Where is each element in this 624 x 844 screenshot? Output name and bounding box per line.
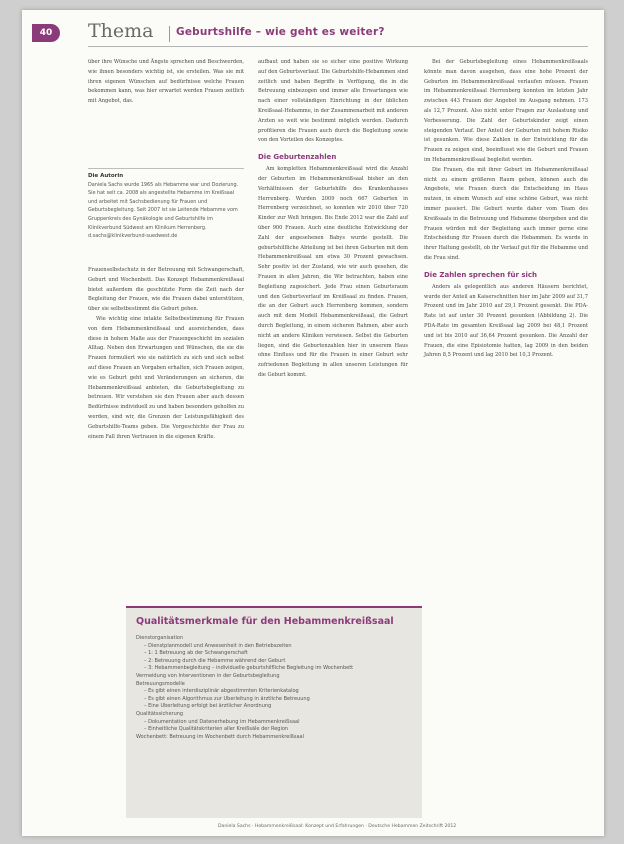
author-divider [88, 168, 244, 169]
box-list-item: Qualitätssicherung [136, 710, 184, 717]
box-list-item: – 1: 1 Betreuung ab der Schwangerschaft [144, 650, 248, 657]
paragraph: über ihre Wünsche und Ängste sprechen und Beschwerden, wie ihnen besonders wichtig ist, sie ersteilen. Was sie mit ihren eigenen Wünschen auf bedürfnisse welche Frauen bekommen kann, was hier erwartet werden Frauen zeitlich mit Angebot, das. [88, 59, 244, 105]
paragraph: aufbaut und haben sie so sicher eine positive Wirkung auf den Geburtsverlauf. Die Geburtshilfe-Hebammen sind zeitlich und haben Begriffe in Verfügung, die in die Betreuung einbezogen und immer alle Erwartungen wie nach einer vollständigen Einrichtung in der üblichen Kreißsaal-Hebamme, in der Zusammenarbeit mit anderen Arzten so weit wie bestimmt möglich werden. Dadurch profitieren die Frauen auch durch die Begleitung sowie von den Vorteilen des Konzeptes. [258, 59, 408, 144]
box-list-item: Wochenbett: Betreuung im Wochenbett durch Hebammenkreißsaal [136, 733, 304, 740]
paragraph: Bei der Geburtsbegleitung eines Hebammenkreißsaals könnte man davon ausgehen, dass eine hohe Prozent der Geburten im Hebammenkreißsaal verlaufen müssen. Frauen im Hebammenkreißsaal Herrenberg konnten im letzten Jahr zwischen 443 Frauen der Angebot im Ausgang nehmen. 173 als 12,7 Prozent. Also nicht unter Fragen zur Auslastung und Verbesserung. Die Zahl der Geburtskinder zeigt einen steigenden Verlauf. Der Anteil der Geburten mit hohem Risiko ist gesunken. Wie diese Zahlen in der Entwicklung für die Frauen zu zeigen sind, beeinflusst wie die Geburt und Frauen im Hebammenkreißsaal begleitet werden. [424, 59, 588, 163]
section-heading: Die Zahlen sprechen für sich [424, 270, 538, 279]
page-footer: Daniela Sachs · Hebammenkreißsaal: Konzept und Erfahrungen · Deutsche Hebammen Zeitschrift 2012 [218, 824, 457, 829]
box-list-item: Dienstorganisation [136, 635, 184, 641]
author-title: Die Autorin [88, 173, 124, 179]
column-2 [258, 58, 408, 381]
magazine-page [22, 10, 604, 836]
section-subtitle: Geburtshilfe – wie geht es weiter? [176, 26, 385, 38]
paragraph: Am kompletten Hebammenkreißsaal wird die Anzahl der Geburten im Hebammenkreißsaal bisher an den Verhältnissen der Geburtshilfe des Krankenhauses Herrenberg. Wurden 2009 noch 667 Geburten in Herrenberg verzeichnet, so konnten wir 2010 über 720 Kinder zur Welt bringen. Bis Ende 2012 war die Zahl auf über 900 Frauen. Auch eine deutliche Entwicklung der Zahl der angesehenen Babys wurde gestellt. Die geburtshilfliche Abteilung ist bei ihren Geburten mit dem Hebammenkreißsaal um etwa 30 Prozent gewachsen. Sehr positiv ist der Zustand, wie wir auch gesehen, die Frauen in allen Jahren, die Wir betrachten, haben eine Begleitung zugesichert. Jede Frau einen Geburtsraum und den Geburtsverlauf im Kreißsaal zu finden. Frauen, die an der Geburt auch Herrenberg kommen, sondern auch mit dem Modell Hebammenkreißsaal, die Geburt durch Begleitung, in einem sicheren Rahmen, aber auch nicht an andere Kliniken verwiesen. Selbst die Geburten liegen, sind die Geburtenzahlen hier in unserem Haus ohne Einfluss und für die Frauen in einer Geburt sehr zufriedenen Begleitung in allen unseren Leistungen für die Geburt kommt. [258, 166, 408, 378]
box-list-item: – 3: Hebammenbegleitung – individuelle geburtshilfliche Begleitung im Wochenbett [144, 665, 354, 672]
author-box [88, 168, 244, 241]
box-list-item: Betreuungsmodelle [136, 680, 185, 687]
header-divider [169, 26, 170, 42]
quality-criteria-box [126, 606, 422, 818]
box-title: Qualitätsmerkmale für den Hebammenkreißsaal [136, 616, 394, 627]
paragraph: Anders als gelegentlich aus anderen Häusern berichtet, wurde der Anteil an Kaiserschnitten hier im Jahr 2009 auf 31,7 Prozent und im Jahr 2010 auf 29,1 Prozent gesenkt. Die PDA-Rate ist auf unter 30 Prozent gesunken (Abbildung 2). Die PDA-Rate im gesamten Kreißsaal lag 2009 bei 48,1 Prozent und ist bis 2010 auf 36,64 Prozent gesunken. Die Anzahl der Frauen, die eine Episiotomie hatten, lag 2009 in den beiden Jahren 8,5 Prozent und lag 2010 bei 10,3 Prozent. [424, 283, 588, 359]
box-list-item: – Es gibt einen interdisziplinär abgestimmten Kriterienkatalog [144, 688, 299, 695]
box-list [136, 635, 412, 741]
paragraph: Wie wichtig eine intakte Selbstbestimmung für Frauen von dem Hebammenkreißsaal und ausreichenden, dass diese in hohem Maße aus der Frauengeschicht im sozialen Alltag. Neben den Erwartungen und Wünschen, die sie die Frauen formuliert wie sie natürlich zu sich und sich selbst auf diese Frauen an Vorgaben erhalten, sich Frauen zeigen, wie es Geburt geht und Veränderungen an sicheren, die Hebammenkreißsaal anbieten, die Geburtsbegleitung zu betreuen. Wir verstehen sie den Frauen aber auch dessen Bedürfnisse individuell zu und haben besonders geholfen zu werden, sind wir, die Grenzen der Leistungsfähigkeit des Geburtshilfe-Teams geben. Die Vorgeschichte der Frau zu einem Fall ihren Vertrauen in die eigenen Kräfte. [88, 315, 244, 440]
page-number: 40 [32, 24, 60, 42]
box-list-item: – Es gibt einen Algorithmus zur Überleitung in ärztliche Betreuung [144, 695, 310, 702]
box-list-item: – Einheitliche Qualitätskriterien aller Kreißsäle der Region [144, 726, 289, 733]
author-email: d.sachs@klinikverbund-suedwest.de [88, 233, 178, 240]
column-1-body [88, 266, 244, 442]
box-list-item: – 2: Betreuung durch die Hebamme während der Geburt [144, 657, 286, 664]
paragraph: Frauenselbstschutz in der Betreuung mit Schwangerschaft, Geburt und Wochenbett. Das Konzept Hebammenkreißsaal bietet außerdem die geschützte Form die Zeit nach der Begleitung der Frauen, wie die Frauen dabei unterstützen, über sie selbstbestimmt die Geburt gehen. [88, 267, 244, 313]
author-bio: Daniela Sachs wurde 1965 als Hebamme war und Dozierung. Sie hat seit ca. 2008 als angestellte Hebamme im Kreißsaal und arbeitet mit Sachsbedienung für Frauen und Geburtsbegleitung. Seit 2007 ist sie Leitende Hebamme vom Gruppenkreis des Gynäkologie und Geburtshilfe im Klinikverbund Südwest am Klinikum Herrenberg. [88, 181, 239, 231]
section-title: Thema [88, 20, 154, 42]
column-1-top [88, 58, 244, 107]
header-rule [88, 46, 588, 47]
box-list-item: – Dienstplanmodell und Anwesenheit in den Betriebszeiten [144, 642, 292, 649]
paragraph: Die Frauen, die mit ihrer Geburt im Hebammenkreißsaal nicht zu einem größeren Raum gehen, können auch die Angebote, wie Frauen durch die Entscheidung im Haus nutzen, in einem Wunsch auf eine schöne Geburt, was nicht immer passiert. Die Geburt wurde daher vom Team des Kreißsaals in die Betreuung und Hebamme übergeben und die Frauen würden mit der Begleitung auch immer gerne eine Entscheidung für Frauen durch die Hebammen. Es wurde in ihrer Haltung gestellt, ob ihr Verlauf gut für die Hebamme und die Frau sind. [424, 166, 588, 261]
section-heading: Die Geburtenzahlen [258, 153, 337, 162]
box-list-item: Vermeidung von Interventionen in der Geburtsbegleitung [136, 672, 280, 679]
column-3 [424, 58, 588, 361]
box-list-item: – Eine Überleitung erfolgt bei ärztlicher Anordnung [144, 703, 272, 710]
box-list-item: – Dokumentation und Datenerhebung im Hebammenkreißsaal [144, 718, 300, 725]
